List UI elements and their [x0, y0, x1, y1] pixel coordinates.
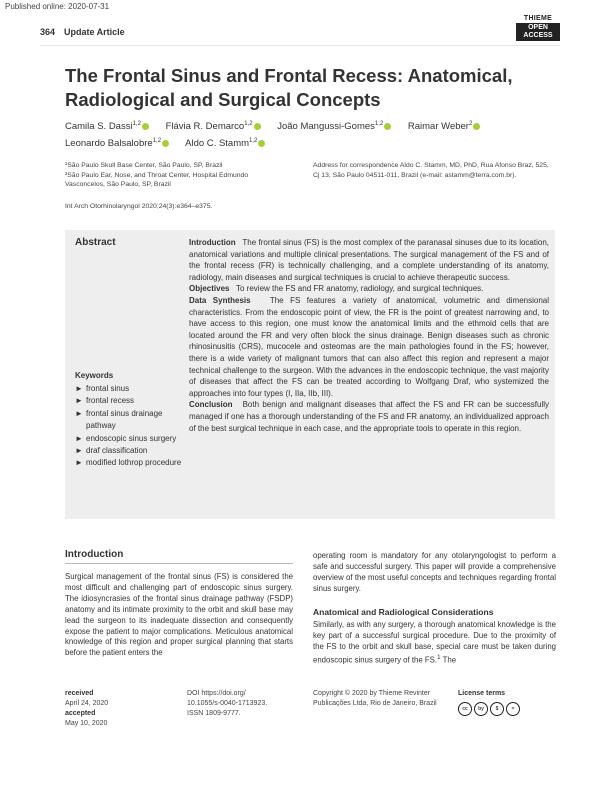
arrow-icon: ► — [75, 433, 83, 443]
open-access-line2: ACCESS — [523, 32, 553, 39]
publisher-name: THIEME — [523, 15, 553, 22]
keyword-item — [75, 433, 187, 445]
doi-line-1[interactable]: DOI https://doi.org/ — [187, 690, 246, 697]
accepted-label: accepted — [65, 710, 96, 717]
author-affil: 1,2 — [152, 138, 162, 145]
keyword-item — [75, 383, 187, 395]
anatomy-text-tail: The — [440, 655, 457, 665]
keywords-label: Keywords — [75, 371, 114, 380]
intro-right-column: operating room is mandatory for any otolaryngologist to perform a safe and successful surgery. This paper will provide a comprehensive overview of the most useful concepts and techniques regarding frontal sinus surgery. — [313, 551, 556, 593]
doi-block — [187, 689, 297, 719]
open-access-line1: OPEN — [528, 24, 548, 31]
issn: ISSN 1809-9777. — [187, 710, 241, 717]
keyword-text: modified lothrop procedure — [86, 458, 182, 468]
author — [408, 121, 480, 132]
orcid-icon[interactable] — [384, 123, 391, 130]
author — [166, 121, 261, 132]
running-header — [40, 27, 560, 41]
received-date: April 24, 2020 — [65, 700, 109, 707]
page-number: 364 — [40, 27, 56, 37]
arrow-icon: ► — [75, 446, 83, 456]
author-affil: 1,2 — [132, 121, 141, 127]
keywords-list — [75, 383, 187, 470]
author-name: Raimar Weber — [407, 121, 469, 133]
open-access-badge — [516, 23, 560, 41]
nd-icon: = — [506, 702, 520, 716]
author-affil: 1,2 — [374, 121, 384, 127]
keyword-text: frontal sinus — [86, 384, 130, 393]
affiliations — [65, 161, 285, 190]
arrow-icon: ► — [75, 408, 83, 418]
article-dates — [65, 689, 175, 729]
reference-marker[interactable]: 1 — [436, 653, 441, 661]
accepted-date: May 10, 2020 — [65, 720, 108, 727]
introduction-rule — [65, 563, 293, 564]
received-label: received — [65, 690, 94, 697]
published-online-text: Published online: 2020-07-31 — [5, 2, 110, 11]
abstract-label: Abstract — [75, 237, 116, 248]
author-name: Flávia R. Demarco — [165, 121, 245, 133]
affiliation-2: ²São Paulo Ear, Nose, and Throat Center, Hospital Edmundo Vasconcelos, São Paulo, SP, Brazil — [65, 171, 249, 188]
affiliation-1: ¹São Paulo Skull Base Center, São Paulo, SP, Brazil — [65, 162, 223, 169]
author-affil: 1,2 — [244, 121, 253, 127]
abstract-objectives-label: Objectives — [189, 284, 230, 294]
license-label: License terms — [458, 690, 506, 697]
orcid-icon[interactable] — [258, 140, 265, 147]
abstract-conclusion-text: Both benign and malignant diseases that affect the FS and FR can be successfully managed if one has a thorough understanding of the FS and FR anatomy, an individualized approach of the best surgical technique in each case, and the appropriate tools to operate in this region. — [189, 400, 549, 433]
author-list — [65, 117, 535, 151]
arrow-icon: ► — [75, 396, 83, 406]
orcid-icon[interactable] — [473, 123, 480, 130]
keyword-item — [75, 395, 187, 407]
author-affil: 2 — [468, 121, 473, 127]
arrow-icon: ► — [75, 384, 83, 393]
abstract-conclusion-label: Conclusion — [189, 400, 233, 410]
abstract-intro-text: The frontal sinus (FS) is the most complex of the paranasal sinuses due to its location, anatomical variations and multiple clinical presentations. The surgical management of the FS and of the frontal recess (FR) is technically challenging, and a complete understanding of its anatomy, radiology, main diseases and surgical techniques is crucial to achieve therapeutic success. — [189, 238, 549, 282]
abstract-synthesis-label: Data Synthesis — [189, 295, 251, 305]
author-affil: 1,2 — [249, 138, 258, 145]
by-icon: by — [474, 702, 488, 716]
article-title: The Frontal Sinus and Frontal Recess: Anatomical, Radiological and Surgical Concepts — [65, 65, 513, 110]
author — [185, 138, 265, 149]
keyword-text: endoscopic sinus surgery — [86, 433, 177, 443]
anatomy-text: Similarly, as with any surgery, a thorough anatomical knowledge is the key part of a successful surgical procedure. Due to the proximity of the FS to the orbit and skull base, special care must be taken during endoscopic sinus surgery of the FS. — [313, 620, 556, 665]
author-name: João Mangussi-Gomes — [277, 121, 375, 133]
orcid-icon[interactable] — [254, 123, 261, 130]
abstract-objectives-text: To review the FS and FR anatomy, radiology, and surgical techniques. — [236, 284, 484, 294]
citation: Int Arch Otorhinolaryngol 2020;24(3):e364–e375. — [65, 203, 213, 210]
author-name: Leonardo Balsalobre — [65, 138, 153, 150]
copyright-line-1: Copyright © 2020 by Thieme Revinter — [313, 690, 431, 697]
doi-line-2[interactable]: 10.1055/s-0040-1713923. — [187, 700, 268, 707]
abstract-intro-label: Introduction — [189, 238, 236, 247]
arrow-icon: ► — [75, 458, 83, 468]
introduction-heading: Introduction — [65, 549, 124, 560]
abstract-synthesis-text: The FS features a variety of anatomical, volumetric and dimensional characteristics. From the endoscopic point of view, the FR is the point of greatest narrowing and, to have access to this region, one must know the anatomical limits and the ethmoid cells that are located around the FR and very often block the sinus drainage. Benign diseases such as chronic rhinosinusitis (CRS), mucocele and osteomas are the main pathologies found in the FS; however, there is a wide variety of malignant tumors that can also affect this region and represent a major technical challenge to the surgeon. With the advances in the endoscopic technique, the vast majority of diseases that affect the FS can be treated according to Wolfgang Draf, who systemized the approaches into four types (I, IIa, IIb, III). — [189, 295, 549, 398]
keyword-text: frontal sinus drainage pathway — [86, 408, 163, 431]
keyword-text: draf classification — [86, 446, 148, 456]
cc-license-icons[interactable] — [458, 702, 558, 716]
author — [277, 121, 391, 132]
keyword-item — [75, 457, 187, 469]
thieme-open-access-logo — [516, 15, 560, 41]
keyword-text: frontal recess — [86, 396, 135, 406]
header-divider — [40, 45, 560, 46]
author — [65, 138, 169, 149]
orcid-icon[interactable] — [142, 123, 149, 130]
nc-icon: $ — [490, 702, 504, 716]
anatomy-subheading: Anatomical and Radiological Considerations — [313, 607, 494, 617]
running-title: Update Article — [64, 27, 125, 37]
cc-icon: cc — [458, 702, 472, 716]
orcid-icon[interactable] — [162, 140, 169, 147]
published-online-bar — [0, 0, 600, 14]
correspondence-address: Address for correspondence Aldo C. Stamm, MD, PhD, Rua Afonso Braz, 525, Cj 13, São Paulo 04511-011, Brazil (e-mail: astamm@terra.com.br). — [313, 162, 549, 179]
author-name: Aldo C. Stamm — [185, 138, 250, 150]
anatomy-paragraph — [313, 620, 556, 666]
abstract-body — [189, 237, 549, 434]
license-block — [458, 689, 558, 716]
keyword-item — [75, 408, 187, 433]
author-name: Camila S. Dassi — [65, 121, 133, 133]
intro-left-column: Surgical management of the frontal sinus (FS) is considered the most difficult and challenging part of endoscopic sinus surgery. The idiosyncrasies of the frontal sinus drainage pathway (FSDP) anatomy and its intimate proximity to the orbit and skull base may lead the surgeon to its inadequate dissection and consequently expose the patient to major complications. Meticulous anatomical knowledge of this region and proper surgical planning that starts before the patient enters the — [65, 572, 293, 658]
copyright-line-2: Publicações Ltda, Rio de Janeiro, Brazil — [313, 700, 437, 707]
keyword-item — [75, 445, 187, 457]
author — [65, 121, 149, 132]
copyright-block — [313, 689, 453, 709]
